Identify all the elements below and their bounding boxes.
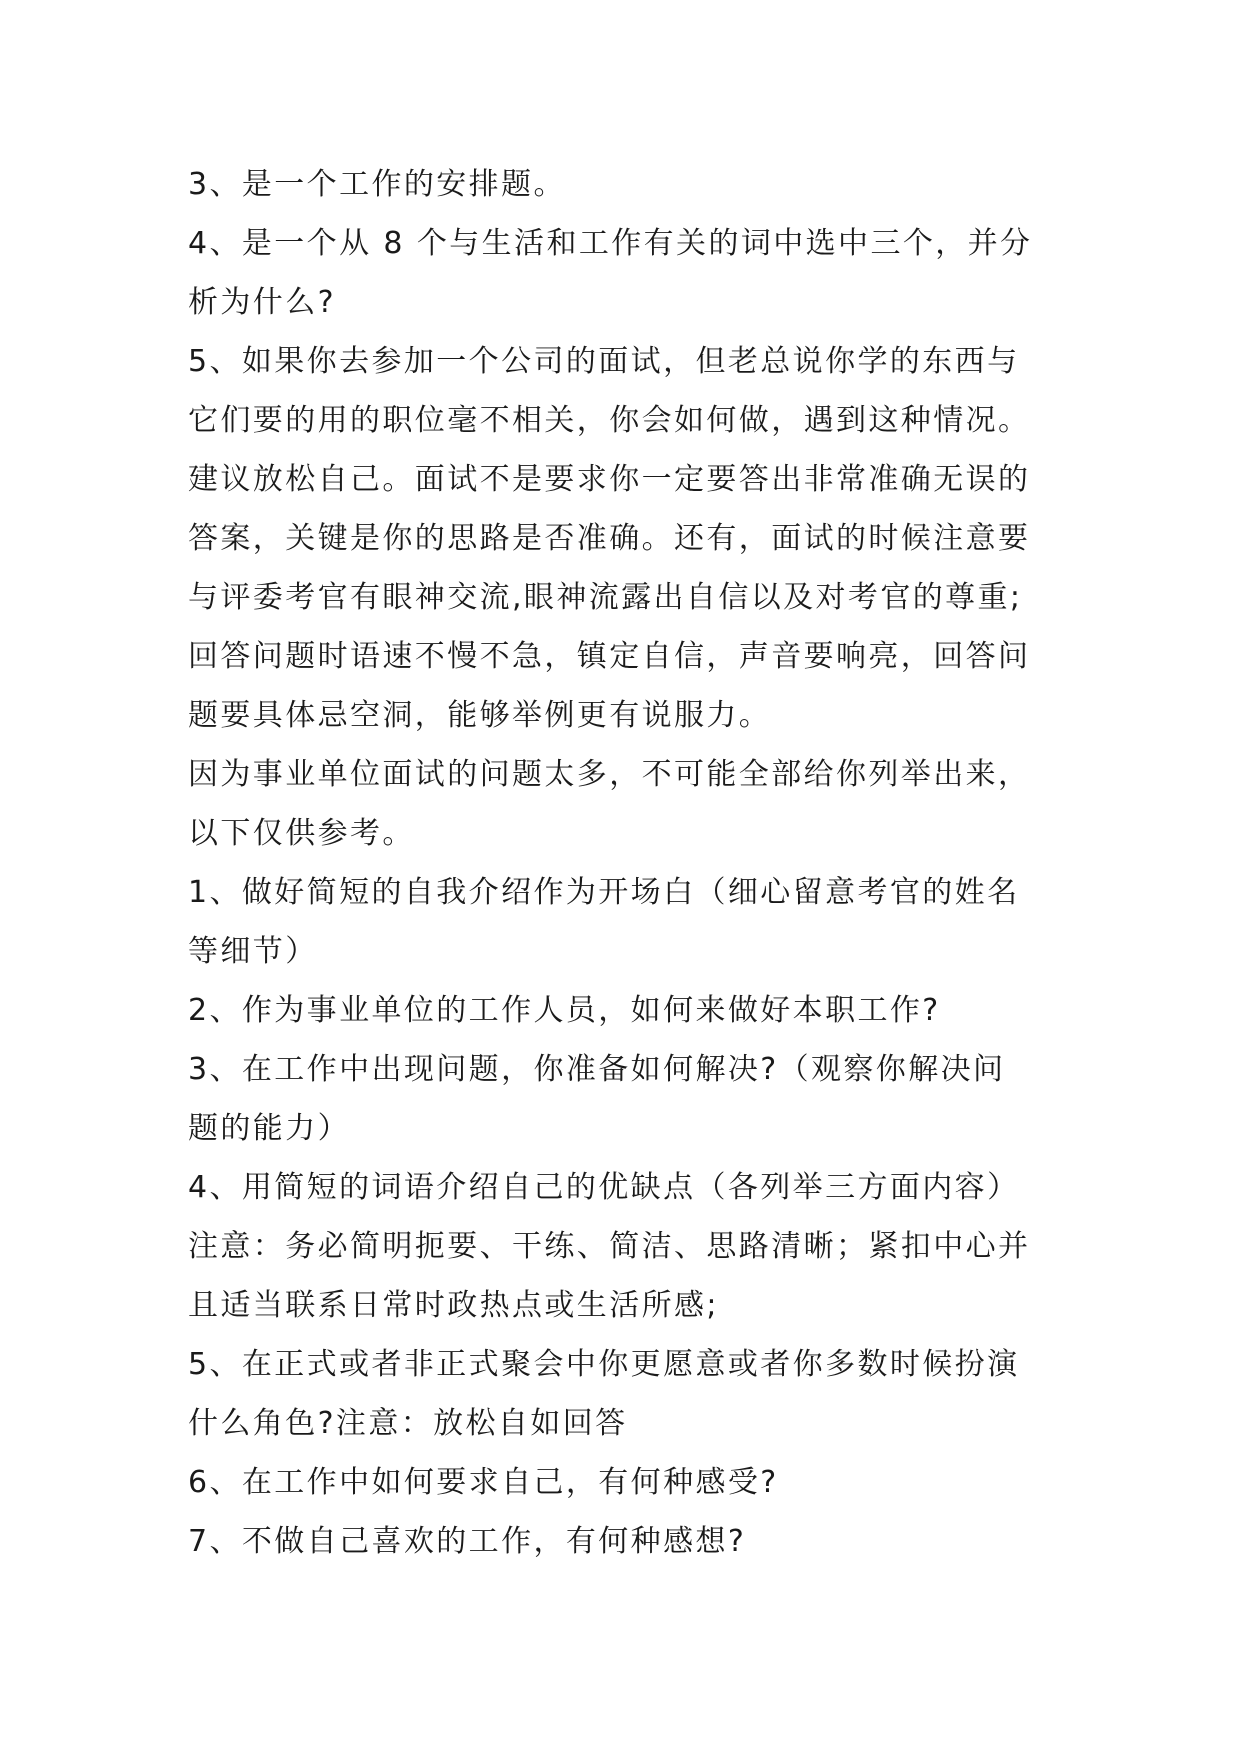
text-line: 2、作为事业单位的工作人员，如何来做好本职工作? [188,993,941,1028]
text-line: 建议放松自己。面试不是要求你一定要答出非常准确无误的 [188,462,1031,497]
text-line: 因为事业单位面试的问题太多，不可能全部给你列举出来， [188,757,1031,792]
text-line: 回答问题时语速不慢不急，镇定自信，声音要响亮，回答问 [188,639,1031,674]
text-line: 题要具体忌空洞，能够举例更有说服力。 [188,698,772,733]
text-line: 答案，关键是你的思路是否准确。还有，面试的时候注意要 [188,521,1031,556]
text-line: 5、如果你去参加一个公司的面试，但老总说你学的东西与 [188,344,1020,379]
text-line: 析为什么? [188,285,336,320]
text-line: 题的能力） [188,1111,350,1146]
text-line: 注意：务必简明扼要、干练、简洁、思路清晰；紧扣中心并 [188,1229,1031,1264]
text-line: 什么角色?注意：放松自如回答 [188,1406,628,1441]
text-line: 以下仅供参考。 [188,816,415,851]
text-line: 7、不做自己喜欢的工作，有何种感想? [188,1524,747,1559]
text-line: 3、是一个工作的安排题。 [188,167,566,202]
text-line: 3、在工作中出现问题，你准备如何解决?（观察你解决问 [188,1052,1006,1087]
document-body [188,155,1088,1571]
text-line: 4、用简短的词语介绍自己的优缺点（各列举三方面内容） [188,1170,1020,1205]
text-line: 且适当联系日常时政热点或生活所感; [188,1288,719,1323]
text-line: 5、在正式或者非正式聚会中你更愿意或者你多数时候扮演 [188,1347,1020,1382]
text-line: 1、做好简短的自我介绍作为开场白（细心留意考官的姓名 [188,875,1020,910]
text-line: 6、在工作中如何要求自己，有何种感受? [188,1465,779,1500]
text-line: 与评委考官有眼神交流,眼神流露出自信以及对考官的尊重; [188,580,1023,615]
text-line: 它们要的用的职位毫不相关，你会如何做，遇到这种情况。 [188,403,1031,438]
text-line: 4、是一个从 8 个与生活和工作有关的词中选中三个，并分 [188,226,1033,261]
text-line: 等细节） [188,934,318,969]
